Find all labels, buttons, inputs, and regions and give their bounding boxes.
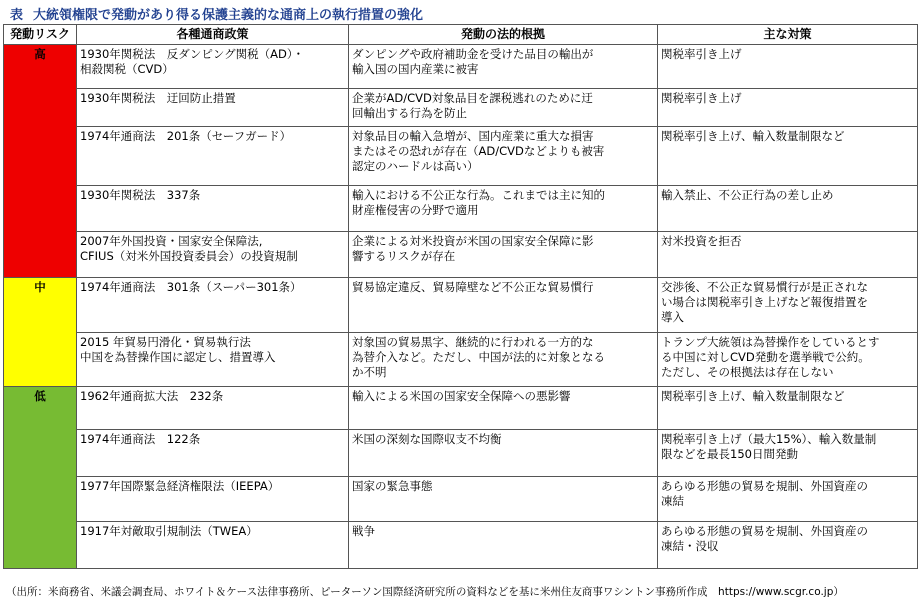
table-row bbox=[4, 232, 918, 278]
table-body bbox=[4, 45, 918, 569]
measure-cell bbox=[658, 387, 918, 430]
policy-line: 1977年国際緊急経済権限法（IEEPA） bbox=[80, 479, 280, 493]
policy-cell bbox=[77, 278, 349, 333]
header-basis: 発動の法的根拠 bbox=[349, 25, 658, 45]
measure-line: 関税率引き上げ、輸入数量制限など bbox=[661, 389, 845, 403]
table-row bbox=[4, 430, 918, 477]
table-row bbox=[4, 186, 918, 232]
basis-line: 響するリスクが存在 bbox=[352, 249, 456, 263]
policy-cell bbox=[77, 430, 349, 477]
basis-line: 回輸出する行為を防止 bbox=[352, 106, 467, 120]
measure-line: 凍結・没収 bbox=[661, 539, 719, 553]
measure-cell bbox=[658, 430, 918, 477]
policy-line: 中国を為替操作国に認定し、措置導入 bbox=[80, 350, 276, 364]
measure-line: 凍結 bbox=[661, 494, 684, 508]
table-row bbox=[4, 127, 918, 186]
table-row bbox=[4, 89, 918, 127]
policy-line: 1974年通商法 201条（セーフガード） bbox=[80, 129, 292, 143]
basis-cell bbox=[349, 127, 658, 186]
basis-line: 戦争 bbox=[352, 524, 375, 538]
policy-cell bbox=[77, 387, 349, 430]
policy-line: 2015 年貿易円滑化・貿易執行法 bbox=[80, 335, 251, 349]
basis-cell bbox=[349, 186, 658, 232]
table-row bbox=[4, 278, 918, 333]
policy-line: 1974年通商法 122条 bbox=[80, 432, 201, 446]
measure-cell bbox=[658, 89, 918, 127]
table-title-text: 大統領権限で発動があり得る保護主義的な通商上の執行措置の強化 bbox=[33, 8, 424, 23]
measure-cell bbox=[658, 127, 918, 186]
basis-line: 貿易協定違反、貿易障壁など不公正な貿易慣行 bbox=[352, 280, 594, 294]
measure-cell bbox=[658, 232, 918, 278]
basis-line: 対象品目の輸入急増が、国内産業に重大な損害 bbox=[352, 129, 594, 143]
basis-cell bbox=[349, 477, 658, 522]
basis-cell bbox=[349, 522, 658, 569]
basis-cell bbox=[349, 430, 658, 477]
policy-cell bbox=[77, 45, 349, 89]
basis-line: 国家の緊急事態 bbox=[352, 479, 433, 493]
table-title bbox=[10, 4, 423, 23]
measure-cell bbox=[658, 186, 918, 232]
basis-line: 企業による対米投資が米国の国家安全保障に影 bbox=[352, 234, 594, 248]
measure-line: 関税率引き上げ bbox=[661, 91, 742, 105]
policy-line: 1917年対敵取引規制法（TWEA） bbox=[80, 524, 258, 538]
basis-cell bbox=[349, 45, 658, 89]
measure-line: 関税率引き上げ bbox=[661, 47, 742, 61]
table-label: 表 bbox=[10, 8, 24, 23]
measure-cell bbox=[658, 333, 918, 387]
measure-cell bbox=[658, 522, 918, 569]
measure-cell bbox=[658, 45, 918, 89]
basis-line: 輸入における不公正な行為。これまでは主に知的 bbox=[352, 188, 605, 202]
basis-line: 認定のハードルは高い） bbox=[352, 159, 479, 173]
measure-line: 輸入禁止、不公正行為の差し止め bbox=[661, 188, 834, 202]
source-note: （出所：米商務省、米議会調査局、ホワイト＆ケース法律事務所、ピーターソン国際経済研究所の資料などを基に米州住友商事ワシントン事務所作成 https://www.scgr.co.jp） bbox=[6, 586, 844, 598]
measure-line: 対米投資を拒否 bbox=[661, 234, 742, 248]
measure-line: あらゆる形態の貿易を規制、外国資産の bbox=[661, 524, 868, 538]
basis-line: 輸入国の国内産業に被害 bbox=[352, 62, 479, 76]
basis-line: またはその恐れが存在（AD/CVDなどよりも被害 bbox=[352, 144, 605, 158]
basis-cell bbox=[349, 278, 658, 333]
basis-line: 輸入による米国の国家安全保障への悪影響 bbox=[352, 389, 571, 403]
measure-line: 導入 bbox=[661, 310, 684, 324]
policy-line: 1974年通商法 301条（スーパー301条） bbox=[80, 280, 302, 294]
policy-cell bbox=[77, 186, 349, 232]
risk-level-cell: 高 bbox=[4, 45, 77, 278]
measure-line: る中国に対しCVD発動を選挙戦で公約。 bbox=[661, 350, 870, 364]
measure-line: 関税率引き上げ、輸入数量制限など bbox=[661, 129, 845, 143]
policy-line: 2007年外国投資・国家安全保障法, bbox=[80, 234, 263, 248]
measure-cell bbox=[658, 477, 918, 522]
trade-measures-table bbox=[3, 24, 918, 569]
basis-line: 米国の深刻な国際収支不均衡 bbox=[352, 432, 502, 446]
policy-cell bbox=[77, 333, 349, 387]
policy-line: 相殺関税（CVD） bbox=[80, 62, 174, 76]
header-policy: 各種通商政策 bbox=[77, 25, 349, 45]
measure-line: い場合は関税率引き上げなど報復措置を bbox=[661, 295, 868, 309]
policy-cell bbox=[77, 232, 349, 278]
table-row bbox=[4, 387, 918, 430]
basis-cell bbox=[349, 387, 658, 430]
risk-level-cell: 低 bbox=[4, 387, 77, 569]
policy-cell bbox=[77, 477, 349, 522]
basis-line: 企業がAD/CVD対象品目を課税逃れのために迂 bbox=[352, 91, 593, 105]
table-row bbox=[4, 333, 918, 387]
risk-level-cell: 中 bbox=[4, 278, 77, 387]
table-row bbox=[4, 477, 918, 522]
policy-cell bbox=[77, 127, 349, 186]
basis-line: か不明 bbox=[352, 365, 387, 379]
policy-line: CFIUS（対米外国投資委員会）の投資規制 bbox=[80, 249, 298, 263]
basis-cell bbox=[349, 333, 658, 387]
basis-line: 財産権侵害の分野で適用 bbox=[352, 203, 479, 217]
basis-line: ダンピングや政府補助金を受けた品目の輸出が bbox=[352, 47, 594, 61]
basis-cell bbox=[349, 89, 658, 127]
measure-line: あらゆる形態の貿易を規制、外国資産の bbox=[661, 479, 868, 493]
measure-line: 限などを最長150日間発動 bbox=[661, 447, 798, 461]
policy-line: 1930年関税法 迂回防止措置 bbox=[80, 91, 236, 105]
basis-line: 為替介入など。ただし、中国が法的に対象となる bbox=[352, 350, 605, 364]
table-row bbox=[4, 45, 918, 89]
policy-cell bbox=[77, 89, 349, 127]
measure-line: トランプ大統領は為替操作をしているとす bbox=[661, 335, 880, 349]
measure-cell bbox=[658, 278, 918, 333]
table-row bbox=[4, 522, 918, 569]
measure-line: ただし、その根拠法は存在しない bbox=[661, 365, 834, 379]
header-measure: 主な対策 bbox=[658, 25, 918, 45]
policy-cell bbox=[77, 522, 349, 569]
basis-cell bbox=[349, 232, 658, 278]
table-header-row bbox=[4, 25, 918, 45]
basis-line: 対象国の貿易黒字、継続的に行われる一方的な bbox=[352, 335, 594, 349]
policy-line: 1930年関税法 337条 bbox=[80, 188, 201, 202]
measure-line: 関税率引き上げ（最大15%）、輸入数量制 bbox=[661, 432, 877, 446]
measure-line: 交渉後、不公正な貿易慣行が是正されな bbox=[661, 280, 868, 294]
policy-line: 1962年通商拡大法 232条 bbox=[80, 389, 224, 403]
header-risk: 発動リスク bbox=[4, 25, 77, 45]
policy-line: 1930年関税法 反ダンピング関税（AD）・ bbox=[80, 47, 305, 61]
